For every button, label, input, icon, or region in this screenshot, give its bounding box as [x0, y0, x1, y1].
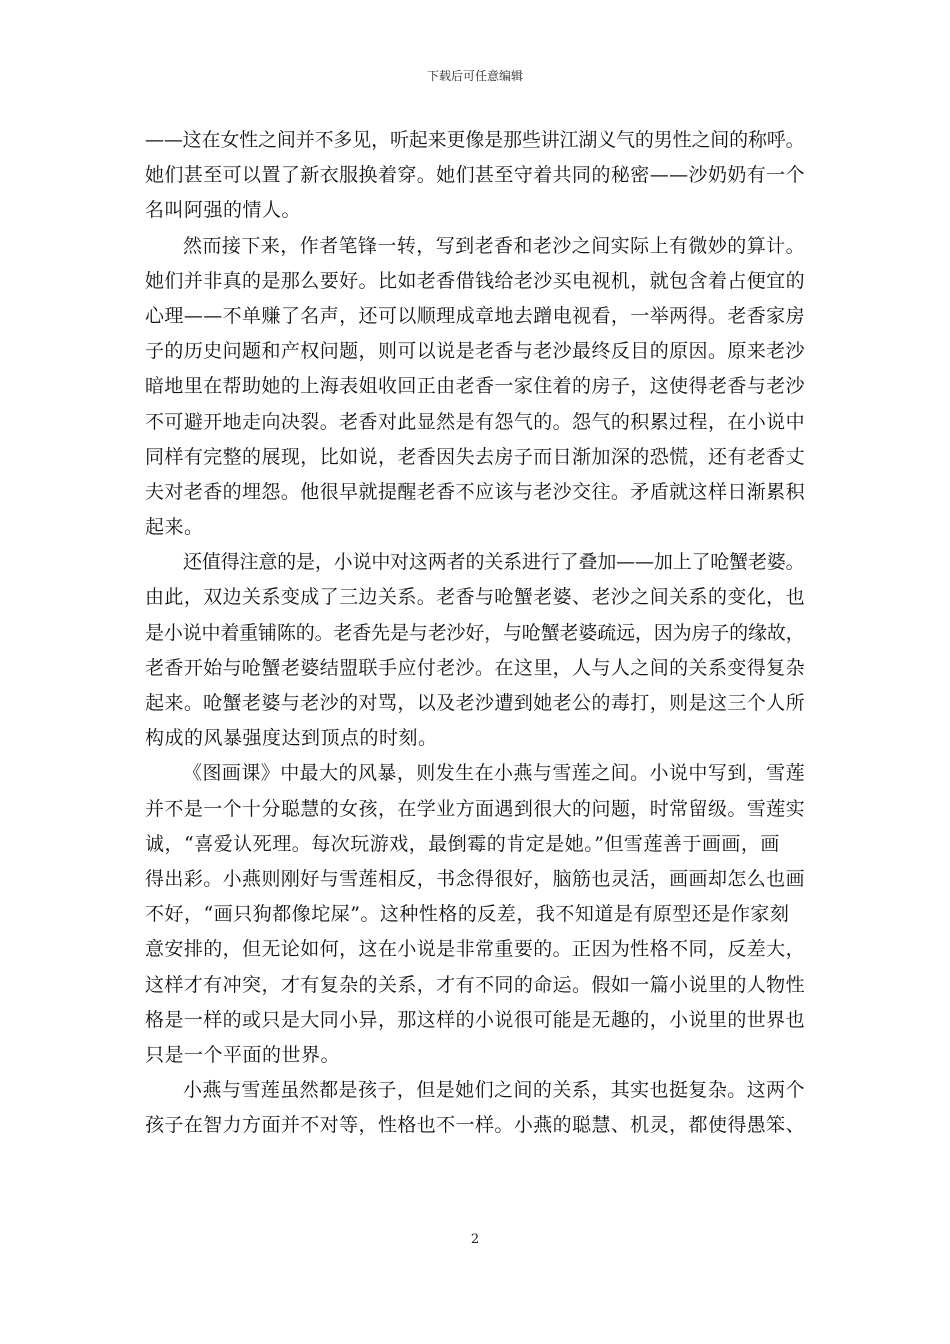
- text-line: 孩子在智力方面并不对等，性格也不一样。小燕的聪慧、机灵，都使得愚笨、: [145, 1114, 806, 1137]
- text-line: 格是一样的或只是大同小异，那这样的小说很可能是无趣的，小说里的世界也: [145, 1008, 806, 1031]
- text-line: 心理——不单赚了名声，还可以顺理成章地去蹭电视看，一举两得。老香家房: [145, 304, 806, 327]
- text-line: 子的历史问题和产权问题，则可以说是老香与老沙最终反目的原因。原来老沙: [145, 340, 806, 363]
- text-line: 得出彩。小燕则刚好与雪莲相反，书念得很好，脑筋也灵活，画画却怎么也画: [145, 867, 806, 890]
- text-line: 她们并非真的是那么要好。比如老香借钱给老沙买电视机，就包含着占便宜的: [145, 269, 806, 292]
- text-line: 并不是一个十分聪慧的女孩，在学业方面遇到很大的问题，时常留级。雪莲实: [145, 797, 806, 820]
- paragraph: [145, 756, 805, 1073]
- text-line: 起来。呛蟹老婆与老沙的对骂，以及老沙遭到她老公的毒打，则是这三个人所: [145, 692, 806, 714]
- text-line: 由此，双边关系变成了三边关系。老香与呛蟹老婆、老沙之间关系的变化，也: [145, 586, 806, 609]
- text-line: 同样有完整的展现，比如说，老香因失去房子而日渐加深的恐慌，还有老香丈: [145, 445, 806, 468]
- text-line: 夫对老香的埋怨。他很早就提醒老香不应该与老沙交往。矛盾就这样日渐累积: [145, 480, 806, 503]
- page-header: 下载后可任意编辑: [426, 69, 523, 83]
- text-line: 小燕与雪莲虽然都是孩子，但是她们之间的关系，其实也挺复杂。这两个: [183, 1079, 806, 1102]
- page-number: 2: [470, 1232, 480, 1247]
- paragraph: [145, 1073, 805, 1143]
- text-line: 暗地里在帮助她的上海表姐收回正由老香一家住着的房子，这使得老香与老沙: [145, 375, 806, 398]
- text-line: 是小说中着重铺陈的。老香先是与老沙好，与呛蟹老婆疏远，因为房子的缘故，: [145, 621, 805, 644]
- paragraph: [145, 229, 805, 546]
- body-text: [145, 123, 805, 1143]
- text-line: 构成的风暴强度达到顶点的时刻。: [145, 727, 438, 750]
- text-line: 老香开始与呛蟹老婆结盟联手应付老沙。在这里，人与人之间的关系变得复杂: [145, 656, 806, 679]
- paragraph: [145, 123, 805, 229]
- text-line: 意安排的，但无论如何，这在小说是非常重要的。正因为性格不同，反差大，: [145, 938, 806, 961]
- text-line: 诚，“喜爱认死理。每次玩游戏，最倒霉的肯定是她。”但雪莲善于画画，画: [145, 832, 780, 855]
- text-line: 起来。: [145, 516, 204, 539]
- text-line: 然而接下来，作者笔锋一转，写到老香和老沙之间实际上有微妙的算计。: [183, 234, 806, 257]
- text-line: 不好，“画只狗都像坨屎”。这种性格的反差，我不知道是有原型还是作家刻: [145, 903, 790, 926]
- text-line: 只是一个平面的世界。: [145, 1043, 341, 1066]
- text-line: 名叫阿强的情人。: [145, 199, 302, 222]
- text-line: 《图画课》中最大的风暴，则发生在小燕与雪莲之间。小说中写到，雪莲: [183, 762, 806, 785]
- text-line: 这样才有冲突，才有复杂的关系，才有不同的命运。假如一篇小说里的人物性: [145, 973, 806, 996]
- text-line: 她们甚至可以置了新衣服换着穿。她们甚至守着共同的秘密——沙奶奶有一个: [145, 164, 806, 187]
- text-line: ——这在女性之间并不多见，听起来更像是那些讲江湖义气的男性之间的称呼。: [145, 129, 805, 151]
- text-line: 还值得注意的是，小说中对这两者的关系进行了叠加——加上了呛蟹老婆。: [183, 551, 805, 574]
- text-line: 不可避开地走向决裂。老香对此显然是有怨气的。怨气的积累过程，在小说中: [145, 410, 806, 433]
- paragraph: [145, 545, 805, 756]
